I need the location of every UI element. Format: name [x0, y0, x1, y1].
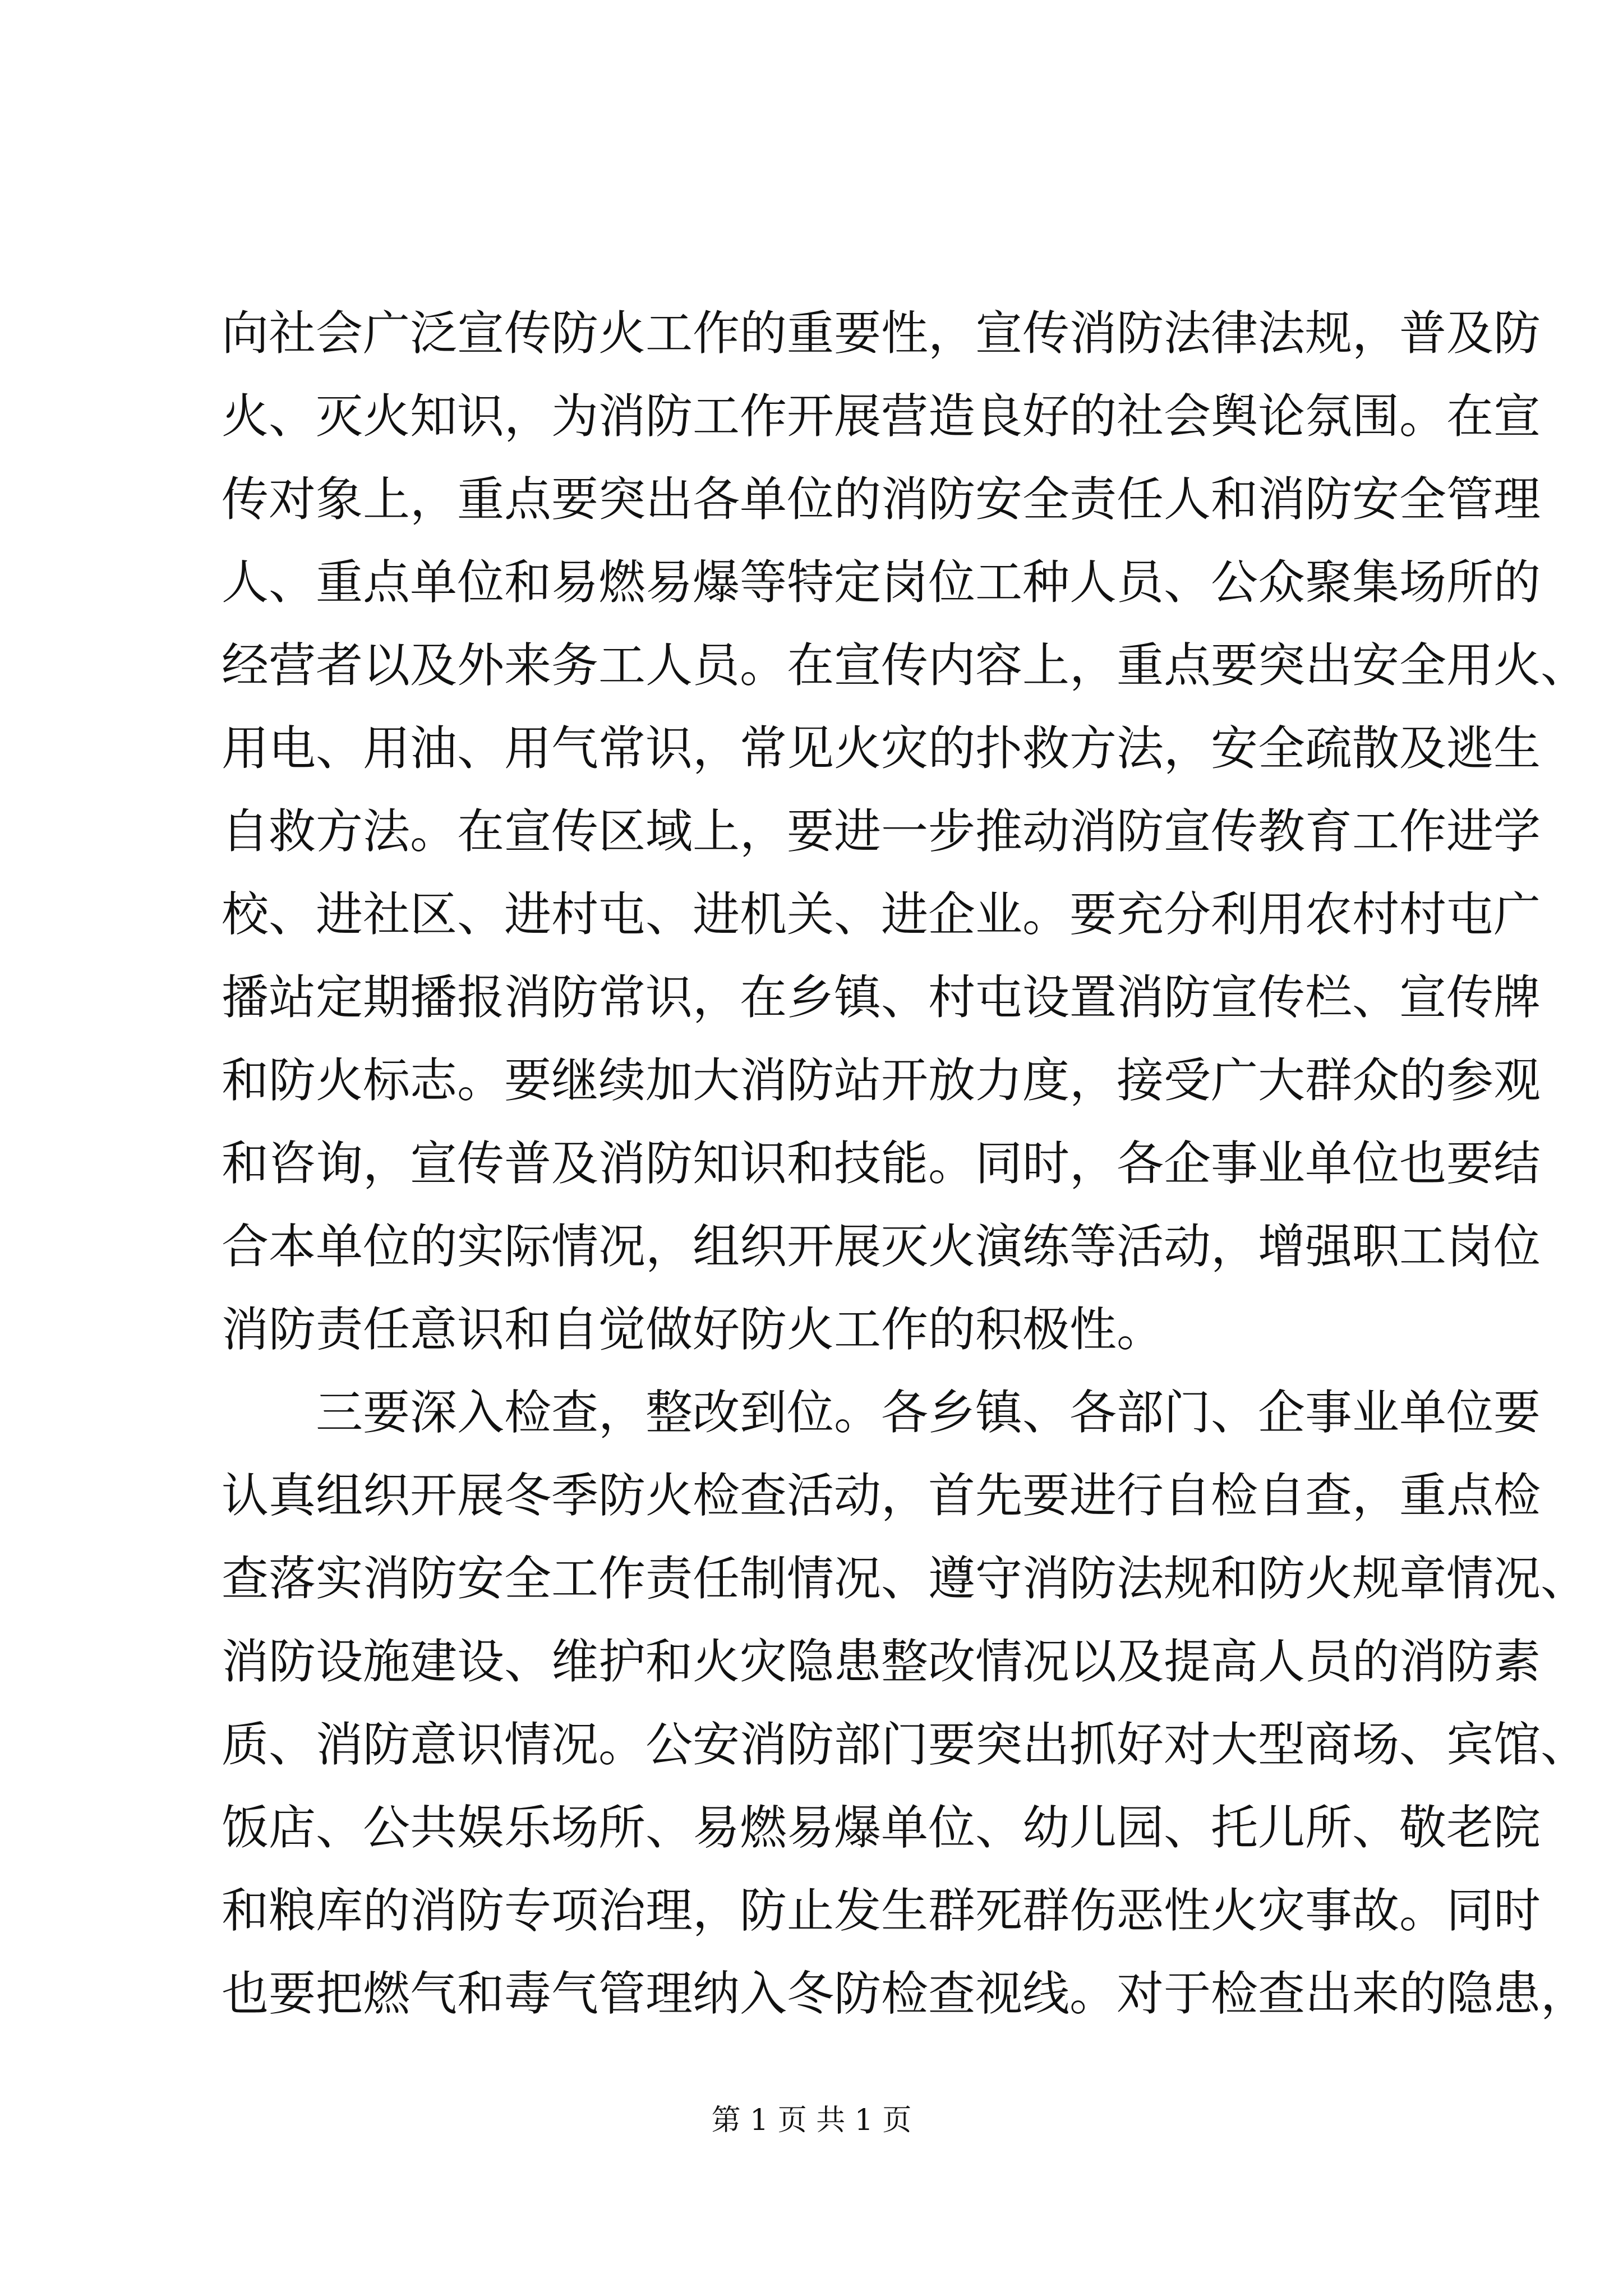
text-line: 质、消防意识情况。公安消防部门要突出抓好对大型商场、宾馆、: [222, 1717, 1588, 1772]
text-line: 查落实消防安全工作责任制情况、遵守消防法规和防火规章情况、: [222, 1551, 1588, 1606]
text-line: 用电、用油、用气常识，常见火灾的扑救方法，安全疏散及逃生: [222, 721, 1541, 776]
text-line: 和防火标志。要继续加大消防站开放力度，接受广大群众的参观: [222, 1053, 1541, 1108]
text-line: 和咨询，宣传普及消防知识和技能。同时，各企事业单位也要结: [222, 1136, 1541, 1191]
text-line: 也要把燃气和毒气管理纳入冬防检查视线。对于检查出来的隐患，: [222, 1966, 1588, 2021]
document-body: [222, 292, 1588, 2035]
text-line: 向社会广泛宣传防火工作的重要性，宣传消防法律法规，普及防: [222, 306, 1541, 361]
paragraph-start-line: 三要深入检查，整改到位。各乡镇、各部门、企事业单位要: [316, 1385, 1541, 1440]
text-line: 认真组织开展冬季防火检查活动，首先要进行自检自查，重点检: [222, 1468, 1541, 1523]
text-line: 传对象上，重点要突出各单位的消防安全责任人和消防安全管理: [222, 472, 1541, 527]
page-footer: 第 1 页 共 1 页: [711, 2104, 912, 2137]
text-line: 自救方法。在宣传区域上，要进一步推动消防宣传教育工作进学: [222, 804, 1541, 859]
text-line: 火、灭火知识，为消防工作开展营造良好的社会舆论氛围。在宣: [222, 389, 1541, 444]
text-line: 合本单位的实际情况，组织开展灭火演练等活动，增强职工岗位: [222, 1219, 1541, 1274]
text-line: 经营者以及外来务工人员。在宣传内容上，重点要突出安全用火、: [222, 638, 1588, 693]
text-line: 播站定期播报消防常识，在乡镇、村屯设置消防宣传栏、宣传牌: [222, 970, 1541, 1025]
text-line: 消防设施建设、维护和火灾隐患整改情况以及提高人员的消防素: [222, 1634, 1541, 1689]
text-line: 和粮库的消防专项治理，防止发生群死群伤恶性火灾事故。同时: [222, 1883, 1541, 1938]
text-line: 消防责任意识和自觉做好防火工作的积极性。: [222, 1302, 1164, 1357]
text-line: 校、进社区、进村屯、进机关、进企业。要充分利用农村村屯广: [222, 887, 1541, 942]
text-line: 饭店、公共娱乐场所、易燃易爆单位、幼儿园、托儿所、敬老院: [222, 1800, 1541, 1855]
text-line: 人、重点单位和易燃易爆等特定岗位工种人员、公众聚集场所的: [222, 555, 1541, 610]
